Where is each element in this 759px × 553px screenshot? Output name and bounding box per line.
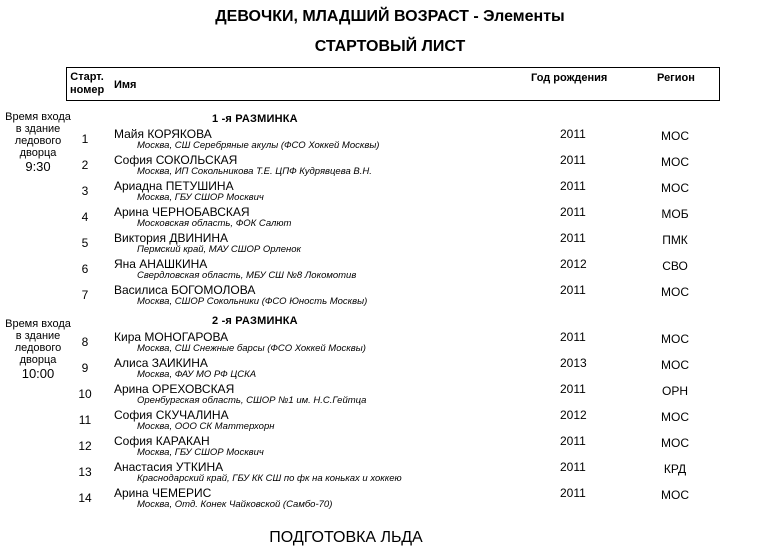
- start-number: 13: [78, 465, 92, 479]
- table-row: [0, 434, 759, 460]
- entry-time-value: 9:30: [25, 159, 51, 174]
- birth-year: 2011: [560, 486, 586, 500]
- start-number: 9: [81, 361, 89, 375]
- skater-name: Кира МОНОГАРОВА: [114, 330, 229, 344]
- skater-club: Москва, ФАУ МО РФ ЦСКА: [137, 369, 257, 380]
- birth-year: 2011: [560, 153, 586, 167]
- skater-name: Ариадна ПЕТУШИНА: [114, 179, 234, 193]
- skater-club: Москва, ООО СК Маттерхорн: [137, 421, 275, 432]
- birth-year: 2011: [560, 382, 586, 396]
- region-code: МОБ: [661, 207, 689, 221]
- warmup-1-entry-time: Время входа в здание ледового дворца 9:30: [0, 111, 76, 175]
- start-number: 6: [81, 262, 89, 276]
- skater-name: Василиса БОГОМОЛОВА: [114, 283, 256, 297]
- skater-club: Москва, ГБУ СШОР Москвич: [137, 447, 264, 458]
- region-code: ПМК: [662, 233, 688, 247]
- entry-time-value: 10:00: [21, 366, 55, 381]
- start-number: 1: [81, 132, 89, 146]
- skater-club: Москва, СШ Серебряные акулы (ФСО Хоккей Москвы): [137, 140, 380, 151]
- birth-year: 2011: [560, 231, 586, 245]
- start-number: 4: [81, 210, 89, 224]
- start-number: 14: [78, 491, 92, 505]
- table-row: [0, 127, 759, 153]
- skater-name: София КАРАКАН: [114, 434, 210, 448]
- table-row: [0, 382, 759, 408]
- region-code: МОС: [661, 488, 689, 502]
- table-row: [0, 179, 759, 205]
- skater-name: Анастасия УТКИНА: [114, 460, 224, 474]
- table-row: [0, 205, 759, 231]
- region-code: КРД: [663, 462, 687, 476]
- table-row: [0, 460, 759, 486]
- skater-name: Яна АНАШКИНА: [114, 257, 208, 271]
- start-number: 7: [81, 288, 89, 302]
- page-title: ДЕВОЧКИ, МЛАДШИЙ ВОЗРАСТ - Элементы: [215, 8, 565, 25]
- skater-club: Москва, ГБУ СШОР Москвич: [137, 192, 264, 203]
- birth-year: 2011: [560, 460, 586, 474]
- skater-club: Свердловская область, МБУ СШ №8 Локомотив: [137, 270, 357, 281]
- start-number: 10: [78, 387, 92, 401]
- skater-name: Майя КОРЯКОВА: [114, 127, 212, 141]
- skater-club: Пермский край, МАУ СШОР Орленок: [137, 244, 301, 255]
- skater-name: София СОКОЛЬСКАЯ: [114, 153, 238, 167]
- skater-name: Виктория ДВИНИНА: [114, 231, 229, 245]
- table-row: [0, 408, 759, 434]
- skater-club: Оренбургская область, СШОР №1 им. Н.С.Гейтца: [137, 395, 367, 406]
- start-number: 3: [81, 184, 89, 198]
- skater-name: Алиса ЗАИКИНА: [114, 356, 208, 370]
- skater-club: Москва, ИП Сокольникова Т.Е. ЦПФ Кудрявцева В.Н.: [137, 166, 372, 177]
- skater-club: Краснодарский край, ГБУ КК СШ по фк на коньках и хоккею: [137, 473, 402, 484]
- region-code: МОС: [661, 129, 689, 143]
- header-start-number: Старт. номер: [70, 71, 105, 96]
- region-code: МОС: [661, 155, 689, 169]
- region-code: МОС: [661, 285, 689, 299]
- footer-ice-preparation: ПОДГОТОВКА ЛЬДА: [269, 529, 423, 546]
- warmup-2-entry-time: Время входа в здание ледового дворца 10:00: [0, 318, 76, 382]
- table-row: [0, 153, 759, 179]
- start-number: 5: [81, 236, 89, 250]
- birth-year: 2011: [560, 127, 586, 141]
- skater-name: Арина ЧЕРНОБАВСКАЯ: [114, 205, 250, 219]
- birth-year: 2011: [560, 205, 586, 219]
- skater-name: София СКУЧАЛИНА: [114, 408, 229, 422]
- skater-club: Москва, СШ Снежные барсы (ФСО Хоккей Москвы): [137, 343, 366, 354]
- start-number: 11: [78, 413, 92, 427]
- warmup-2-label: 2 -я РАЗМИНКА: [212, 315, 298, 327]
- start-number: 12: [78, 439, 92, 453]
- region-code: МОС: [661, 410, 689, 424]
- region-code: СВО: [662, 259, 688, 273]
- skater-name: Арина ЧЕМЕРИС: [114, 486, 212, 500]
- region-code: МОС: [661, 436, 689, 450]
- header-region: Регион: [657, 72, 695, 84]
- table-row: [0, 486, 759, 512]
- table-row: [0, 283, 759, 309]
- table-row: [0, 330, 759, 356]
- start-number: 2: [81, 158, 89, 172]
- skater-club: Московская область, ФОК Салют: [137, 218, 292, 229]
- region-code: МОС: [661, 358, 689, 372]
- birth-year: 2013: [560, 356, 587, 370]
- skater-name: Арина ОРЕХОВСКАЯ: [114, 382, 235, 396]
- birth-year: 2011: [560, 330, 586, 344]
- region-code: МОС: [661, 332, 689, 346]
- birth-year: 2011: [560, 283, 586, 297]
- table-row: [0, 257, 759, 283]
- skater-club: Москва, Отд. Конек Чайковской (Самбо-70): [137, 499, 333, 510]
- table-row: [0, 356, 759, 382]
- birth-year: 2012: [560, 257, 587, 271]
- header-birth-year: Год рождения: [531, 72, 608, 84]
- region-code: МОС: [661, 181, 689, 195]
- table-row: [0, 231, 759, 257]
- birth-year: 2011: [560, 434, 586, 448]
- header-name: Имя: [114, 79, 137, 91]
- region-code: ОРН: [661, 384, 688, 398]
- start-number: 8: [81, 335, 89, 349]
- table-header: [66, 67, 720, 101]
- skater-club: Москва, СШОР Сокольники (ФСО Юность Москвы): [137, 296, 368, 307]
- birth-year: 2012: [560, 408, 587, 422]
- birth-year: 2011: [560, 179, 586, 193]
- page-subtitle: СТАРТОВЫЙ ЛИСТ: [314, 38, 466, 55]
- warmup-1-label: 1 -я РАЗМИНКА: [212, 113, 298, 125]
